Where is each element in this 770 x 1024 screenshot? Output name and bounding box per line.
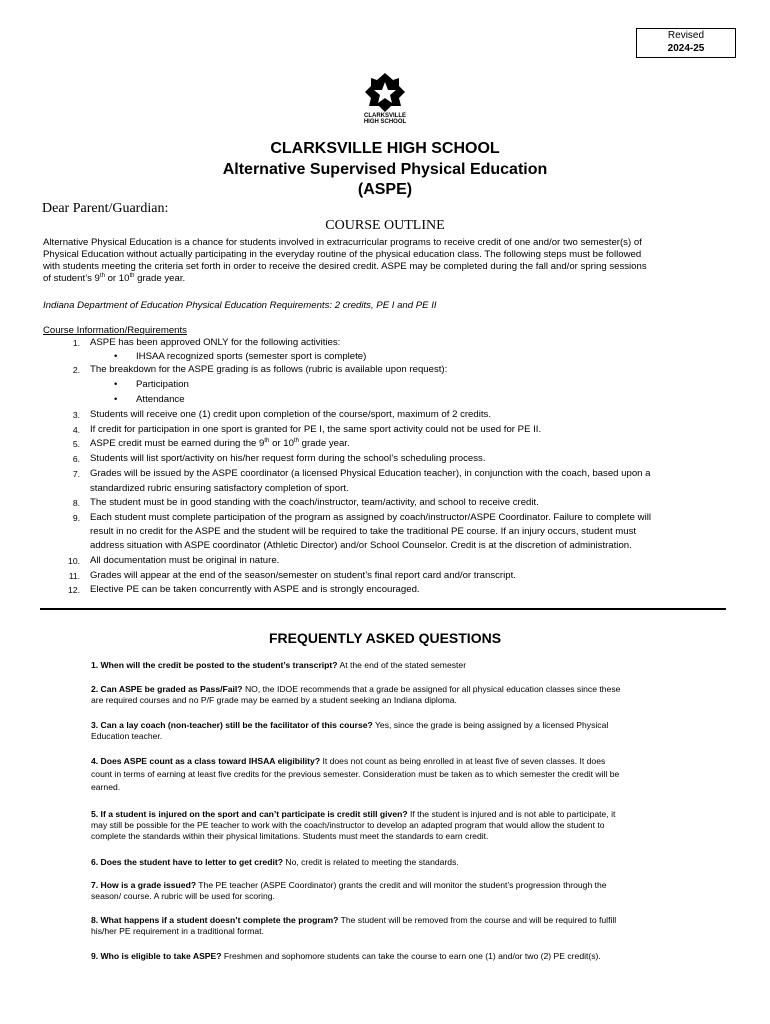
- faq-item: 2. Can ASPE be graded as Pass/Fail? NO, the IDOE recommends that a grade be assigned for all physical education classes since these are required courses and no P/F grade may be earned by a student seeking an Indiana diploma.: [91, 684, 621, 705]
- list-item: 12. Elective PE can be taken concurrently with ASPE and is strongly encouraged.: [68, 584, 420, 595]
- svg-text:CLARKSVILLE: CLARKSVILLE: [364, 113, 406, 119]
- faq-item: 3. Can a lay coach (non-teacher) still be the facilitator of this course? Yes, since the grade is being assigned by a licensed Physical Education teacher.: [91, 720, 609, 741]
- list-item: 1. ASPE has been approved ONLY for the following activities:: [72, 337, 341, 348]
- list-item: 4. If credit for participation in one sport is granted for PE I, the same sport activity could not be used for PE II.: [72, 424, 542, 435]
- list-item: 5. ASPE credit must be earned during the 9th or 10th grade year.: [72, 437, 350, 449]
- list-item: 2. The breakdown for the ASPE grading is as follows (rubric is available upon request):: [72, 364, 448, 375]
- list-item: 3. Students will receive one (1) credit upon completion of the course/sport, maximum of 2 credits.: [72, 409, 491, 420]
- list-item: 7. Grades will be issued by the ASPE coordinator (a licensed Physical Education teacher), in conjunction with the coach, based upon a standardized rubric ensuring satisfactory completion of sport.: [72, 468, 651, 494]
- svg-text:HIGH SCHOOL: HIGH SCHOOL: [363, 119, 407, 124]
- intro-line: with students meeting the criteria set forth in order to receive the desired credit. ASPE may be completed during the fall and/or spring sessions: [43, 261, 647, 272]
- faq-item: 4. Does ASPE count as a class toward IHSAA eligibility? It does not count as being enrolled in at least five of seven classes. It does count in terms of earning at least five credits for the previous semester. Consideration must be taken as to which semester the credit will be earned.: [91, 756, 620, 792]
- revised-year: 2024-25: [667, 43, 705, 54]
- divider: [40, 608, 726, 610]
- course-info-heading: Course Information/Requirements: [43, 325, 187, 336]
- list-item: • IHSAA recognized sports (semester sport is complete): [114, 351, 367, 362]
- list-item: 8. The student must be in good standing with the coach/instructor, team/activity, and school to receive credit.: [72, 497, 539, 508]
- revised-label: Revised: [667, 30, 705, 41]
- faq-item: 1. When will the credit be posted to the student’s transcript? At the end of the stated semester: [91, 660, 467, 670]
- school-logo: [355, 72, 415, 124]
- faq-item: 9. Who is eligible to take ASPE? Freshmen and sophomore students can take the course to earn one (1) and/or two (2) PE credit(s).: [91, 951, 601, 961]
- list-item: 6. Students will list sport/activity on his/her request form during the school’s scheduling process.: [72, 453, 486, 464]
- intro-line: Alternative Physical Education is a chance for students involved in extracurricular programs to receive credit of one and/or two semester(s) of: [43, 237, 642, 248]
- faq-item: 6. Does the student have to letter to get credit? No, credit is related to meeting the standards.: [91, 857, 459, 867]
- revised-box: [636, 28, 736, 58]
- list-item: 11. Grades will appear at the end of the season/semester on student’s final report card and/or transcript.: [68, 570, 516, 581]
- faq-item: 8. What happens if a student doesn’t complete the program? The student will be removed from the course and will be required to fulfill his/her PE requirement in a traditional format.: [91, 915, 617, 936]
- list-item: 9. Each student must complete participation of the program as assigned by coach/instructor/ASPE Coordinator. Failure to complete will result in no credit for the ASPE and the student will be required to take the traditional PE course. If an injury occurs, student must address situation with ASPE coordinator (Athletic Director) and/or School Counselor. Credit is at the discretion of administration.: [72, 512, 651, 551]
- list-item: 10. All documentation must be original in nature.: [68, 555, 280, 566]
- program-abbr: (ASPE): [357, 181, 413, 198]
- faq-item: 5. If a student is injured on the sport and can’t participate is credit still given? If the student is injured and is not able to participate, it may still be possible for the PE teacher to work with the coach/instructor to develop an adapted program that would allow the student to complete the standards within their physical limitations. Students must meet the standards to earn credit.: [91, 809, 616, 841]
- program-title: Alternative Supervised Physical Education: [222, 161, 548, 178]
- greeting: Dear Parent/Guardian:: [42, 201, 169, 216]
- list-item: • Participation: [114, 379, 189, 390]
- intro-line: of student’s 9th or 10th grade year.: [43, 272, 186, 284]
- school-title: CLARKSVILLE HIGH SCHOOL: [270, 140, 500, 157]
- faq-title: FREQUENTLY ASKED QUESTIONS: [268, 630, 502, 646]
- intro-line: Physical Education without actually participating in the everyday routine of the physical education class. The following steps must be followed: [43, 249, 642, 260]
- list-item: • Attendance: [114, 394, 185, 405]
- idoe-requirement: Indiana Department of Education Physical Education Requirements: 2 credits, PE I and PE II: [43, 300, 437, 311]
- intro-paragraph: [43, 237, 727, 285]
- course-outline-title: COURSE OUTLINE: [325, 218, 445, 233]
- faq-item: 7. How is a grade issued? The PE teacher (ASPE Coordinator) grants the credit and will monitor the student’s progression through the season/ course. A rubric will be used for scoring.: [91, 880, 607, 901]
